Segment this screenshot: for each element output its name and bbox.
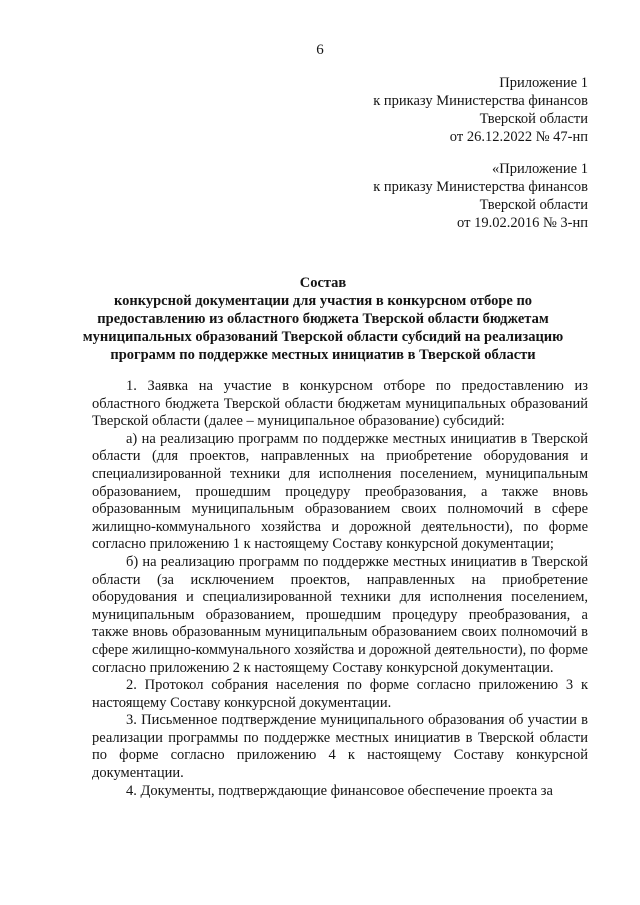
appendix-line: Приложение 1 xyxy=(499,75,588,91)
paragraph-item-1a: а) на реализацию программ по поддержке местных инициатив в Тверской области (для проектов, направленных на приобретение оборудования и специализированной техники для исполнения поселением, муниципальным образованием, прошедшим процедуру преобразования, а также вновь образованным муниципальным образованием своих полномочий в сфере жилищно-коммунального хозяйства и дорожной деятельности), по форме согласно приложению 1 к настоящему Составу конкурсной документации; xyxy=(92,430,588,553)
paragraph-item-4: 4. Документы, подтверждающие финансовое обеспечение проекта за xyxy=(126,782,553,799)
title-line: предоставлению из областного бюджета Тверской области бюджетам xyxy=(97,311,549,327)
appendix-line: «Приложение 1 xyxy=(492,161,588,177)
title-line: муниципальных образований Тверской области субсидий на реализацию xyxy=(82,329,564,345)
page-number: 6 xyxy=(316,42,324,58)
appendix-line: от 19.02.2016 № 3-нп xyxy=(457,215,588,231)
appendix-line: к приказу Министерства финансов xyxy=(373,93,588,109)
document-body xyxy=(92,378,588,800)
appendix-reference-previous xyxy=(373,160,588,232)
appendix-line: от 26.12.2022 № 47-нп xyxy=(449,129,588,145)
appendix-reference-current xyxy=(373,74,588,146)
title-line: конкурсной документации для участия в конкурсном отборе по xyxy=(113,293,533,309)
title-line: Состав xyxy=(299,275,347,291)
appendix-line: Тверской области xyxy=(479,111,588,127)
document-title xyxy=(78,274,568,364)
paragraph-item-1b: б) на реализацию программ по поддержке местных инициатив в Тверской области (за исключением проектов, направленных на приобретение оборудования и специализированной техники для исполнения поселением, муниципальным образованием, прошедшим процедуру преобразования, а также вновь образованным муниципальным образованием своих полномочий в сфере жилищно-коммунального хозяйства и дорожной деятельности), по форме согласно приложению 2 к настоящему Составу конкурсной документации. xyxy=(92,553,588,676)
paragraph-item-3: 3. Письменное подтверждение муниципального образования об участии в реализации программы по поддержке местных инициатив в Тверской области по форме согласно приложению 4 к настоящему Составу конкурсной документации. xyxy=(92,712,588,782)
paragraph-item-2: 2. Протокол собрания населения по форме согласно приложению 3 к настоящему Составу конкурсной документации. xyxy=(92,677,588,711)
appendix-line: Тверской области xyxy=(479,197,588,213)
title-line: программ по поддержке местных инициатив в Тверской области xyxy=(110,347,536,363)
appendix-line: к приказу Министерства финансов xyxy=(373,179,588,195)
paragraph-item-1: 1. Заявка на участие в конкурсном отборе по предоставлению из областного бюджета Тверской области бюджетам муниципальных образований Тверской области (далее – муниципальное образование) субсидий: xyxy=(92,378,588,430)
